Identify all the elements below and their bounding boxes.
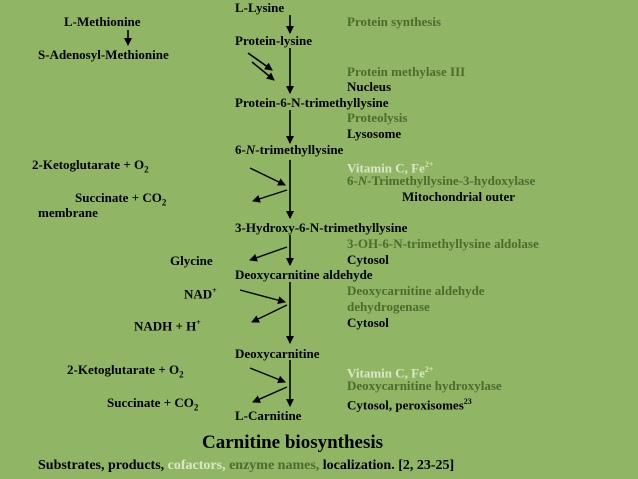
vitamin-c-2-label: Vitamin C, $Fe^{2+}$: [347, 365, 434, 381]
trimethyllysine-label: 6-N-trimethyllysine: [235, 142, 344, 157]
nad-label: NAD+: [184, 286, 217, 302]
deoxycarnitine-label: Deoxycarnitine: [235, 346, 320, 361]
succinate-1-label: Succinate + $CO_2$: [75, 190, 167, 208]
trimethyllysine-hydroxylase-label: 6-N-Trimethyllysine-3-hydoxylase: [347, 173, 536, 188]
glycine-label: Glycine: [170, 253, 213, 268]
protein-synthesis-label: Protein synthesis: [347, 14, 442, 29]
nadh-label: NADH + H+: [134, 318, 201, 334]
ketoglutarate-2-label: 2-Ketoglutarate + $O_2$: [67, 362, 184, 380]
arrow-ketoglutarate-2-in: [250, 368, 285, 382]
cytosol-1-label: Cytosol: [347, 252, 389, 267]
mitochondrial-outer-label: Mitochondrial outer: [402, 189, 516, 204]
s-adenosyl-methionine-label: S-Adenosyl-Methionine: [38, 47, 169, 62]
arrow-succinate-2-out: [253, 387, 287, 402]
arrow-sam-to-pathway-2: [252, 62, 274, 80]
aldehyde-dehydrogenase-line-1: Deoxycarnitine aldehyde: [347, 283, 485, 298]
protein-methylase-label: Protein methylase III: [347, 64, 466, 79]
membrane-label: membrane: [38, 205, 98, 220]
nucleus-label: Nucleus: [347, 79, 392, 94]
vitamin-c-1-label: Vitamin C, $Fe^{2+}$: [347, 160, 434, 176]
cytosol-peroxisomes-label: Cytosol, peroxisomes$^{23}$: [347, 397, 472, 413]
proteolysis-label: Proteolysis: [347, 110, 408, 125]
arrow-succinate-1-out: [253, 190, 287, 201]
ketoglutarate-1-label: 2-Ketoglutarate + $O_2$: [32, 157, 149, 175]
diagram-title: Carnitine biosynthesis: [202, 432, 384, 453]
protein-trimethyllysine-label: Protein-6-N-trimethyllysine: [235, 95, 389, 110]
aldolase-label: 3-OH-6-N-trimethyllysine aldolase: [347, 236, 539, 251]
l-carnitine-label: L-Carnitine: [235, 408, 302, 423]
arrow-nadh-out: [252, 305, 287, 322]
arrow-nad-in: [240, 290, 285, 302]
deoxycarnitine-hydroxylase-label: Deoxycarnitine hydroxylase: [347, 378, 502, 393]
l-methionine-label: L-Methionine: [64, 14, 141, 29]
lysosome-label: Lysosome: [347, 126, 402, 141]
diagram-subtitle: Substrates, products, cofactors, enzyme names, localization. [2, 23-25]: [38, 458, 455, 473]
hydroxy-trimethyllysine-label: 3-Hydroxy-6-N-trimethyllysine: [235, 220, 408, 235]
aldehyde-dehydrogenase-line-2: dehydrogenase: [347, 299, 430, 314]
protein-lysine-label: Protein-lysine: [235, 33, 313, 48]
l-lysine-label: L-Lysine: [235, 0, 285, 15]
succinate-2-label: Succinate + $CO_2$: [107, 395, 199, 413]
cytosol-2-label: Cytosol: [347, 315, 389, 330]
arrow-ketoglutarate-1-in: [250, 168, 285, 185]
arrow-sam-to-pathway-1: [248, 53, 272, 70]
arrow-glycine-out: [250, 247, 287, 260]
deoxycarnitine-aldehyde-label: Deoxycarnitine aldehyde: [235, 267, 373, 282]
